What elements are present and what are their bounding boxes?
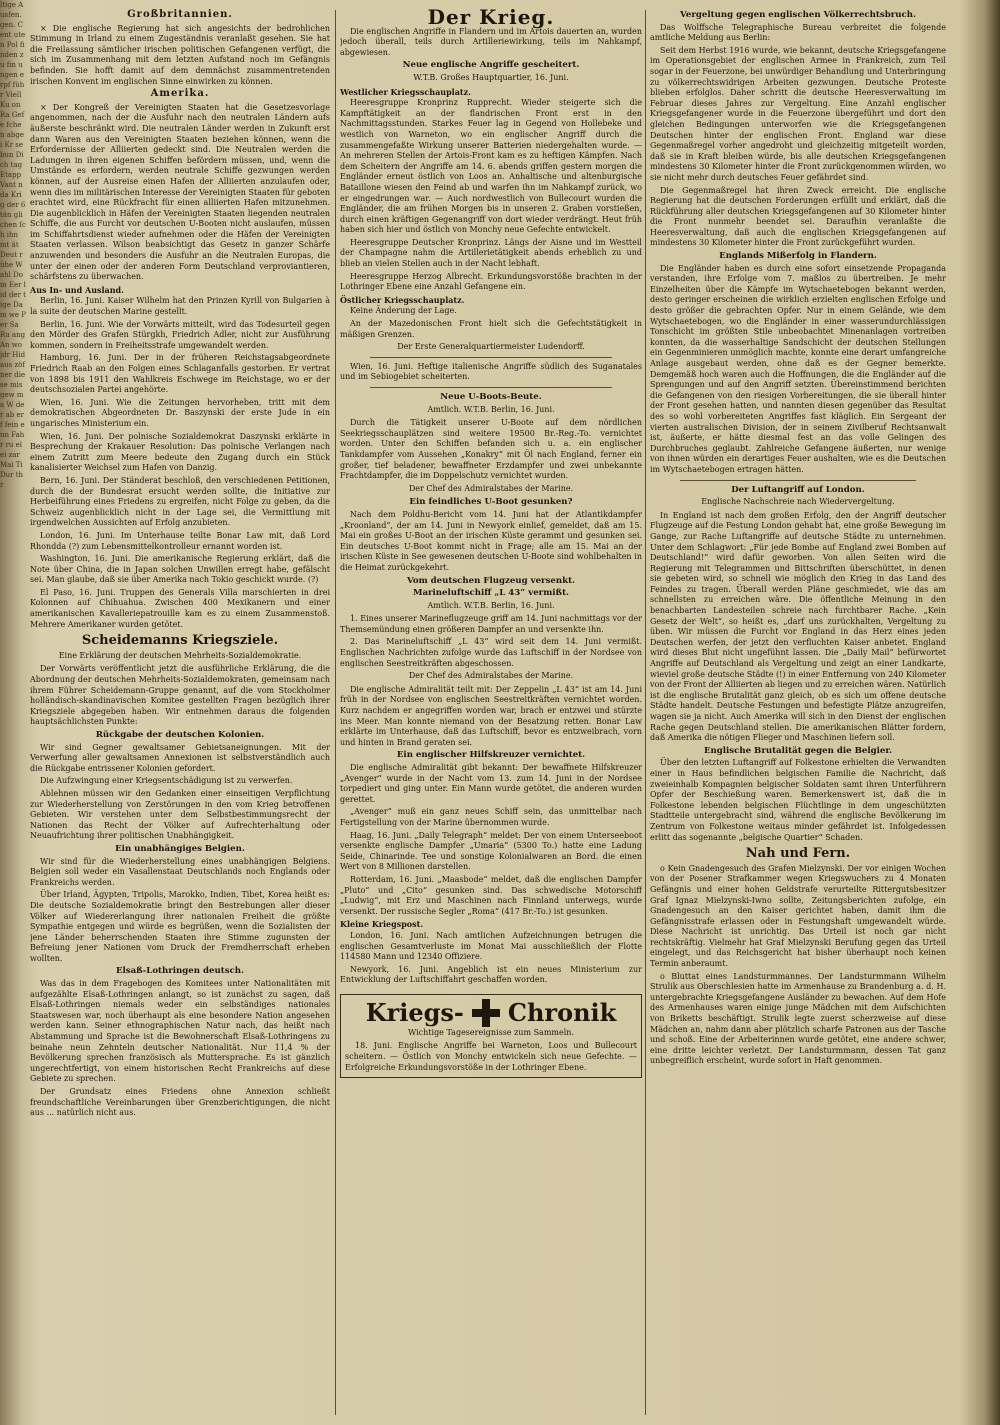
column-left	[30, 8, 330, 1418]
heading-flugzeug: Vom deutschen Flugzeug versenkt.	[406, 575, 576, 586]
article-paragraph: Die Gegenmaßregel hat ihren Zweck erreicht. Die englische Regierung hat die deutschen Forderungen erfüllt und erklärt, daß die Rückführung aller deutschen Kriegsgefangenen auf 30 Kilometer hinter die Front nunmehr beendet sei. Daraufhin veranlaßte die Heeresverwaltung, daß auch die englischen Kriegsgefangenen auf mindestens 30 Kilometer hinter die Front zurückgeführt wurden.	[650, 185, 946, 248]
column-rule	[645, 10, 646, 1415]
news-item: Wien, 16. Juni. Der polnische Sozialdemokrat Daszynski erklärte in Besprechung der Krakauer Resolution: Das polnische Verlangen nach einem Zutritt zum Meere bedeute den Zugang durch ein Stück kanalisierter Weichsel zum Hafen von Danzig.	[30, 431, 330, 473]
article-paragraph: „Avenger“ muß ein ganz neues Schiff sein, das unmittelbar nach Fertigstellung von der Marine übernommen wurde.	[340, 807, 642, 827]
divider	[370, 387, 612, 388]
article-paragraph: Wir sind Gegner gewaltsamer Gebietsaneignungen. Mit der Verwerfung aller gewaltsamen Annexionen ist selbstverständlich auch die Rückgabe entrissener Kolonien gefordert.	[30, 742, 330, 773]
heading-hilfskreuzer: Ein englischer Hilfskreuzer vernichtet.	[396, 750, 586, 761]
heading-in-und-ausland: Aus In- und Ausland.	[30, 284, 124, 295]
signature: Der Chef des Admiralstabes der Marine.	[408, 483, 574, 493]
heading-grossbritannien: Großbritannien.	[127, 9, 233, 20]
article-paragraph: London, 16. Juni. Nach amtlichen Aufzeichnungen betrugen die englischen Gesamtverluste im Monat Mai ausschließlich der Flotte 114580 Mann und 12340 Offiziere.	[340, 930, 642, 962]
kriegs-chronik-title	[345, 999, 637, 1027]
heading-elsass: Elsaß-Lothringen deutsch.	[115, 966, 245, 977]
article-paragraph: × Die englische Regierung hat sich angesichts der bedrohlichen Stimmung in Irland zu einem Zugeständnis veranlaßt gesehen. Sie hat die Freilassung sämtlicher irischen politischen Gefangenen verfügt, die sich im Zusammenhang mit dem letzten Aufstand noch im Gefängnis befinden. Sie hofft damit auf dem demnächst zusammentretenden irischen Konvent im englischen Sinne einwirken zu können.	[30, 23, 330, 86]
kriegs-chronik-box	[340, 994, 642, 1078]
article-paragraph: Die englischen Angriffe in Flandern und im Artois dauerten an, wurden jedoch überall, teils durch Artilleriewirkung, teils im Nahkampf, abgewiesen.	[340, 26, 642, 57]
adjacent-page-edge: ltige Ausfen. gen. Cent uten Pol finden zu fin ungen erpf führ Viell Ku on Ra Gefe fchen abge i Kr sebun Di ch tag Etapp Vant nda Krig der 6 tän gli chen ſch ihn mt ät Deut rühe Wahl Dom Eer lid der tige Dam we Per Sa Ru ang An wo jdr Hid aus zöf ner diese mis gew ma W der ab erf fein enn Fahr ru elei zar Mai Ti Dur thr	[0, 1, 26, 489]
article-paragraph: Heeresgruppe Kronprinz Rupprecht. Wieder steigerte sich die Kampftätigkeit an der flandrischen Front erst in den Nachmittagsstunden. Starkes Feuer lag in Gegend von Hollebeke und westlich von Warneton, wo ein englischer Angriff durch die zusammengefaßte Wirkung unserer Batterien niedergehalten wurde. — An mehreren Stellen der Artois-Front kam es zu heftigen Kämpfen. Nach dem Scheitern der Angriffe am 14. 6. abends griffen gestern morgen die Engländer erneut östlich von Loos an. Anhaltische und altenburgische Bataillone wiesen den Feind ab und warfen ihn im Nahkampf zurück, wo er eingedrungen war. — Auch nordwestlich von Bullecourt wurden die Engländer, die am frühen Morgen bis in unseren 2. Graben vorstießen, durch einen kräftigen Gegenangriff von dort wieder verdrängt. Heut früh haben sich hier und östlich von Monchy neue Gefechte entwickelt.	[340, 98, 642, 235]
article-paragraph: Wien, 16. Juni. Heftige italienische Angriffe südlich des Suganatales und im Sebiogebiet scheiterten.	[340, 361, 642, 382]
heading-vergeltung: Vergeltung gegen englischen Völkerrechtsbruch.	[680, 10, 916, 20]
subheading-scheidemann: Eine Erklärung der deutschen Mehrheits-Sozialdemokratie.	[58, 650, 302, 660]
article-paragraph: o Bluttat eines Landsturmmannes. Der Landsturmmann Wilhelm Strulik aus Oberschlesien hatte im Armenhause zu Brandenburg a. d. H. untergebrachte Kriegsgefangene Ausländer zu bewachen. Auf dem Hofe des Armenhauses waren einige junge Mädchen mit dem Aufschichten von Briketts beschäftigt. Strulik legte zuerst scherzweise auf diese Mädchen an, nahm dann aber plötzlich scharfe Patronen aus der Tasche und schoß. Eine der Arbeiterinnen wurde getötet, eine andere schwer, eine dritte leichter verletzt. Der Landsturmmann, dessen Tat ganz unbegreiflich erscheint, wurde sofort in Haft genommen.	[650, 971, 946, 1066]
article-paragraph: Über den letzten Luftangriff auf Folkestone erhielten die Verwandten einer in Haus befindlichen belgischen Familie die Nachricht, daß zweieinhalb Kompagnien belgischer Soldaten samt ihren Unterführern Opfer der Beschießung waren. Bemerkenswert ist, daß die in Folkestone lebenden belgischen Flüchtlinge in dem ungeschützten Stadtteile untergebracht sind, während die englische Bevölkerung im Zentrum von Folkestone weitaus minder gefährdet ist. Infolgedessen erlitt das sogenannte „belgische Quartier“ Schaden.	[650, 758, 946, 842]
article-paragraph: Heeresgruppe Herzog Albrecht. Erkundungsvorstöße brachten in der Lothringer Ebene eine Anzahl Gefangene ein.	[340, 271, 642, 292]
heading-scheidemann: Scheidemanns Kriegsziele.	[81, 633, 279, 649]
news-item: Hamburg, 16. Juni. Der in der früheren Reichstagsabgeordnete Friedrich Raab an den Folgen eines Schlaganfalls gestorben. Er vertrat von 1898 bis 1911 den Wahlkreis Eschwege im Reichstage, wo er der deutschsozialen Partei angehörte.	[30, 353, 330, 395]
chronik-entry: 18. Juni. Englische Angriffe bei Warneton, Loos und Bullecourt scheitern. — Östlich von Monchy entwickeln sich neue Gefechte. — Erfolgreiche Erkundungsvorstöße in der Lothringer Ebene.	[345, 1041, 637, 1072]
article-paragraph: Die Aufzwingung einer Kriegsentschädigung ist zu verwerfen.	[40, 776, 293, 786]
article-paragraph: Der Vorwärts veröffentlicht jetzt die ausführliche Erklärung, die die Abordnung der deutschen Mehrheits-Sozialdemokraten, gemeinsam nach ihrem Führer Scheidemann-Gruppe genannt, auf die vom Stockholmer holländisch-skandinavischen Komitee gestellten Fragen bezüglich ihrer Kriegsziele abgegeben haben. Wir entnehmen daraus die folgenden hauptsächlichsten Punkte:	[30, 664, 330, 727]
article-paragraph: Die englische Admiralität teilt mit: Der Zeppelin „L 43“ ist am 14. Juni früh in der Nordsee von englischen Seestreitkräften vernichtet worden. Kurz nachdem er angegriffen worden war, brach er entzwei und stürzte ins Meer. Man konnte niemand von der Besatzung retten. Bonar Law erklärte im Unterhause, daß das Luftschiff, bevor es entzweibrach, vorn und hinten in Brand geraten sei.	[340, 684, 642, 747]
news-item: Berlin, 16. Juni. Kaiser Wilhelm hat den Prinzen Kyrill von Bulgarien à la suite der deutschen Marine gestellt.	[30, 296, 330, 317]
dateline: W.T.B. Großes Hauptquartier, 16. Juni.	[413, 72, 569, 82]
article-paragraph: Über Irland, Ägypten, Tripolis, Marokko, Indien, Tibet, Korea heißt es: Die deutsche Sozialdemokratie bringt den Bestrebungen aller dieser Völker auf Wiedererlangung ihrer nationalen Freiheit die größte Sympathie entgegen und würde es begrüßen, wenn die Sozialisten der jene Länder beherrschenden Staaten ihre Stimme zugunsten der Befreiung jener Nationen vom Druck der Fremdherrschaft erheben wollten.	[30, 890, 330, 963]
heading-kleine-kriegspost: Kleine Kriegspost.	[340, 919, 424, 930]
article-paragraph: Wir sind für die Wiederherstellung eines unabhängigen Belgiens. Belgien soll weder ein Vasallenstaat Deutschlands noch Englands oder Frankreichs werden.	[30, 856, 330, 887]
article-paragraph: Durch die Tätigkeit unserer U-Boote auf dem nördlichen Seekriegsschauplätzen sind weitere 19500 Br.-Reg.-To. vernichtet worden. Unter den Schiffen befanden sich u. a. ein englischer Tankdampfer vom Aussehen „Konakry“ mit Öl nach England, ferner ein großer, tief beladener, bewaffneter Erzdampfer und zwei unbekannte Frachtdampfer, die im Doppelschutz vernichtet wurden.	[340, 418, 642, 481]
article-paragraph: Keine Änderung der Lage.	[350, 306, 457, 316]
divider	[370, 357, 612, 358]
heading-belgien: Ein unabhängiges Belgien.	[115, 843, 245, 854]
divider	[680, 480, 916, 481]
heading-kolonien: Rückgabe der deutschen Kolonien.	[95, 730, 265, 740]
chronik-title-right: Chronik	[507, 997, 617, 1027]
article-paragraph: An der Mazedonischen Front hielt sich die Gefechtstätigkeit in mäßigen Grenzen.	[340, 319, 642, 339]
article-paragraph: o Kein Gnadengesuch des Grafen Mielzynski. Der vor einigen Wochen von der Posener Strafkammer wegen Kriegswuchers zu 4 Monaten Gefängnis und einer hohen Geldstrafe verurteilte Rittergutsbesitzer Graf Ignaz Mielzynski-Iwno sollte, Zeitungsberichten zufolge, ein Gnadengesuch an den Kaiser gerichtet haben, damit ihm die Gefängnisstrafe erlassen oder in Festungshaft umgewandelt würde. Diese Nachricht ist unrichtig. Das Urteil ist noch gar nicht rechtskräftig. Vielmehr hat Graf Mielzynski Berufung gegen das Urteil eingelegt, und das Reichsgericht hat bisher überhaupt noch keinen Termin anberaumt.	[650, 863, 946, 969]
heading-l43: Marineluftschiff „L 43“ vermißt.	[412, 588, 570, 599]
article-paragraph: Das Wolffsche Telegraphische Bureau verbreitet die folgende amtliche Meldung aus Berlin:	[650, 22, 946, 43]
heading-amerika: Amerika.	[150, 88, 210, 100]
article-paragraph: Heeresgruppe Deutscher Kronprinz. Längs der Aisne und im Westteil der Champagne nahm die Artillerietätigkeit abends erheblich zu und blieb an vielen Stellen auch in der Nacht lebhaft.	[340, 237, 642, 269]
news-item: Washington, 16. Juni. Die amerikanische Regierung erklärt, daß die Note über China, die in Japan solchen Unwillen erregt habe, gefälscht sei. Man glaube, daß sie über Amerika nach Tokio geschickt wurde. (?)	[30, 554, 330, 585]
heading-luftangriff: Der Luftangriff auf London.	[731, 484, 865, 495]
news-item: Wien, 16. Juni. Wie die Zeitungen hervorheben, tritt mit dem demokratischen Abgeordneten Dr. Baszynski der erste Jude in ein ungarisches Ministerium ein.	[30, 397, 330, 428]
article-paragraph: Rotterdam, 16. Juni. „Maasbode“ meldet, daß die englischen Dampfer „Pluto“ und „Cito“ gesunken sind. Das schwedische Motorschiff „Ludwig“, mit Erz und Maschinen nach Finnland unterwegs, wurde versenkt. Der russische Segler „Roma“ (417 Br.-To.) ist gesunken.	[340, 874, 642, 916]
news-item: Bern, 16. Juni. Der Ständerat beschloß, den verschiedenen Petitionen, durch die der Bundesrat ersucht werden sollte, die Initiative zur Herbeiführung eines Friedens zu ergreifen, nicht Folge zu geben, da die Schweiz augenblicklich nicht in der Lage sei, die Vermittlung mit irgendwelchen Aussichten auf Erfolg anzubieten.	[30, 475, 330, 528]
headline-der-krieg: Der Krieg.	[427, 8, 555, 29]
article-paragraph: Die englische Admiralität gibt bekannt: Der bewaffnete Hilfskreuzer „Avenger“ wurde in der Nacht vom 13. zum 14. Juni in der Nordsee torpediert und ging unter. Ein Mann wurde getötet, die anderen wurden gerettet.	[340, 763, 642, 804]
article-paragraph: Ablehnen müssen wir den Gedanken einer einseitigen Verpflichtung zur Wiederherstellung von Zerstörungen in den vom Krieg betroffenen Gebieten. Wir verstehen unter dem Selbstbestimmungsrecht der Nationen das Recht der Völker auf Aufrechterhaltung oder Neuaufrichtung ihrer politischen Unabhängigkeit.	[30, 788, 330, 841]
column-middle	[340, 8, 642, 1418]
article-paragraph: Nach dem Poldhu-Bericht vom 14. Juni hat der Atlantikdampfer „Kroonland“, der am 14. Juni in Newyork einlief, gemeldet, daß am 15. Mai ein großes U-Boot an der irischen Küste gerammt und gesunken sei. Ein deutsches U-Boot kommt nicht in Frage; alle am 15. Mai an der irischen Küste in See gewesenen deutschen U-Boote sind wohlbehalten in die Heimat zurückgekehrt.	[340, 509, 642, 572]
article-paragraph: Was das in dem Fragebogen des Komitees unter Nationalitäten mit aufgezählte Elsaß-Lothringen anlangt, so ist zunächst zu sagen, daß Elsaß-Lothringen niemals weder ein selbständiges nationales Staatswesen war, noch überhaupt als eine besondere Nation angesehen werden kann. Seiner ethnographischen Natur nach, das heißt nach Abstammung und Sprache ist die Bewohnerschaft Elsaß-Lothringens zu beinahe neun Zehnteln deutscher Nationalität. Nur 11,4 % der Bevölkerung sprechen französisch als Muttersprache. Es ist gänzlich ungerechtfertigt, von einem historischen Recht Frankreichs auf diese Gebiete zu sprechen.	[30, 979, 330, 1084]
heading-misserfolg: Englands Mißerfolg in Flandern.	[719, 251, 877, 262]
heading-nah-und-fern: Nah und Fern.	[745, 846, 851, 862]
heading-oestlicher-kriegsschauplatz: Östlicher Kriegsschauplatz.	[340, 294, 465, 305]
article-paragraph: × Der Kongreß der Vereinigten Staaten hat die Gesetzesvorlage angenommen, nach der die Ausfuhr nach den neutralen Ländern aufs äußerste beschränkt wird. Die neutralen Länder werden in Zukunft erst dann Waren aus den Vereinigten Staaten beziehen können, wenn die Erfordernisse der Alliierten gedeckt sind. Die Neutralen werden die Ladungen in ihren eigenen Schiffen befördern müssen, und, wenn die Umstände es erfordern, werden neutrale Schiffe gezwungen werden können, auf der Ausreise einen Hafen der Alliierten anzulaufen oder, wenn dies im militärischen Interesse der Vereinigten Staaten für geboten erachtet wird, eine Rückfracht für einen alliierten Hafen mitzunehmen. Die augenblicklich in Häfen der Vereinigten Staaten liegenden neutralen Schiffe, die aus Furcht vor deutschen U-Booten nicht auslaufen, müssen im Schiffahrtsdienst wieder aufnehmen oder die Häfen der Vereinigten Staaten verlassen. Wilson beabsichtigt das Gesetz in ganzer Schärfe anzuwenden und besonders die Ausfuhr an die Neutralen Europas, die unter der einen oder der anderen Form Deutschland verproviantieren, schärfstens zu überwachen.	[30, 102, 330, 282]
article-paragraph: Die Engländer haben es durch eine sofort einsetzende Propaganda verstanden, ihre Erfolge vom 7. maßlos zu übertreiben. Je mehr Einzelheiten über die Kämpfe im Wytschaetebogen bekannt werden, desto geringer erscheinen die wirklich erzielten englischen Erfolge und desto größer die gebrachten Opfer. Nur in einem Gelände, wie dem Wytschaetebogen, wo die Engländer in einer wasserundurchlässigen Tonschicht im größten Stile unbeobachtet Minenanlagen vortreiben konnten, da die wasserhaltige Sandschicht der deutschen Stellungen ein Gegenminieren unmöglich machte, konnte eine derart umfangreiche Anlage ausgebaut werden, ohne daß es der Gegner bemerkte. Demgemäß hoch waren auch die Hoffnungen, die die Engländer auf die Sprengungen und auf den Angriff setzten. Übereinstimmend berichten die Gefangenen von den riesigen Vorbereitungen, die sie überall hinter der Front gesehen hatten, und nannten diesen gegenüber das Resultat des so wohl vorbereiteten Angriffes fast kläglich. Ein Sergeant der vierten australischen Division, der in seinem Zivilberuf Rechtsanwalt ist, äußerte, er hätte diesmal fest an das volle Gelingen des Durchbruches geglaubt. Zahlreiche Gefangene äußerten, nur wenige von ihnen würden ein derartiges Feuer aushalten, wie es die Deutschen im Wytschaetebogen ertragen hätten.	[650, 263, 946, 474]
article-paragraph: Newyork, 16. Juni. Angeblich ist ein neues Ministerium zur Entwicklung der Luftschiffahrt geschaffen worden.	[340, 964, 642, 985]
subheading-luftangriff: Englische Nachschreie nach Wiedervergeltung.	[701, 497, 895, 507]
column-right	[650, 8, 946, 1418]
heading-brutalitaet: Englische Brutalität gegen die Belgier.	[703, 745, 893, 756]
article-paragraph: Seit dem Herbst 1916 wurde, wie bekannt, deutsche Kriegsgefangene im Operationsgebiet der englischen Armee in Frankreich, zum Teil sogar in der Feuerzone, bei unwürdiger Behandlung und Unterbringung zu völkerrechtswidrigen Arbeiten gezwungen. Deutsche Proteste blieben erfolglos. Daher schritt die deutsche Heeresverwaltung im Februar dieses Jahres zur Vergeltung. Eine Anzahl englischer Kriegsgefangener wurde in die Feuerzone übergeführt und dort den gleichen Bedingungen unterworfen wie die Kriegsgefangenen Deutschen hinter der englischen Front. England war diese Gegenmaßregel vorher angedroht und gleichzeitig mitgeteilt worden, daß sie in Kraft bleiben würde, bis alle deutschen Kriegsgefangenen mindestens 30 Kilometer hinter die Front zurückgenommen würden, wo sie nicht mehr durch deutsches Feuer gefährdet sind.	[650, 45, 946, 182]
article-paragraph: 2. Das Marineluftschiff „L 43“ wird seit dem 14. Juni vermißt. Englischen Nachrichten zufolge wurde das Luftschiff in der Nordsee von englischen Seestreitkräften abgeschossen.	[340, 637, 642, 668]
heading-westlicher-kriegsschauplatz: Westlicher Kriegsschauplatz.	[340, 86, 471, 97]
iron-cross-icon	[472, 999, 500, 1027]
article-paragraph: Der Grundsatz eines Friedens ohne Annexion schließt freundschaftliche Vereinbarungen über Grenzberichtigungen, die nicht aus ... natürlich nicht aus.	[30, 1087, 330, 1118]
heading-u-boots-beute: Neue U-Boots-Beute.	[440, 392, 542, 402]
heading-neue-angriffe: Neue englische Angriffe gescheitert.	[402, 60, 580, 71]
chronik-title-left: Kriegs-	[365, 997, 464, 1027]
heading-feindliches-u-boot: Ein feindliches U-Boot gesunken?	[409, 497, 573, 508]
news-item: El Paso, 16. Juni. Truppen des Generals Villa marschierten in drei Kolonnen auf Chihuahua. Zwischen 400 Mexikanern und einer amerikanischen Kavalleriepatrouille kam es zu einem Zusammenstoß. Mehrere Amerikaner wurden getötet.	[30, 587, 330, 629]
article-paragraph: Haag, 16. Juni. „Daily Telegraph“ meldet: Der von einem Unterseeboot versenkte englische Dampfer „Umaria“ (5300 To.) hatte eine Ladung Seide, Chinarinde. Tee und sonstige Kolonialwaren an Bord. die einen Wert von 8 Millionen darstellen.	[340, 830, 642, 872]
dateline: Amtlich. W.T.B. Berlin, 16. Juni.	[427, 404, 555, 414]
dateline: Amtlich. W.T.B. Berlin, 16. Juni.	[427, 600, 555, 610]
column-rule	[335, 10, 336, 1415]
news-item: London, 16. Juni. Im Unterhause teilte Bonar Law mit, daß Lord Rhondda (?) zum Lebensmittelkontrolleur ernannt worden ist.	[30, 530, 330, 551]
article-paragraph: 1. Eines unserer Marineflugzeuge griff am 14. Juni nachmittags vor der Themsemündung einen größeren Dampfer an und versenkte ihn.	[340, 614, 642, 634]
chronik-subtitle: Wichtige Tagesereignisse zum Sammeln.	[408, 1027, 574, 1037]
article-paragraph: In England ist nach dem großen Erfolg, den der Angriff deutscher Flugzeuge auf die Festung London gehabt hat, eine große Bewegung im Gange, zur Rache Luftangriffe auf deutsche Städte zu unternehmen. Unter dem Schlagwort: „Für jede Bombe auf England zwei Bomben auf Deutschland!“ wird dafür geworben. Von allen Seiten wird die Regierung mit Telegrammen und Bittschriften überschüttet, in denen sie gebeten wird, so schnell wie möglich den Krieg in das Land des Feindes zu tragen. Überall werden Pläne geschmiedet, wie das am schnellsten zu erreichen wäre. Die öffentliche Meinung in den benachbarten Landesteilen schreie nach furchtbarer Rache. „Kein Gesetz der Welt“, so heißt es, „darf uns zurückhalten, Vergeltung zu üben. Wir müssen die Furcht vor England in das Herz eines jeden Deutschen werfen, der jetzt den verfluchten Kaiser anbetet. England wird dieses Blut nicht ungefühnt lassen. Die „Daily Mail“ befürwortet Angriffe auf Deutschland als Vergeltung und zeigt an einer Landkarte, wieviel große deutsche Städte (!) in einer Entfernung von 240 Kilometer von der Front der Alliierten ab liegen und zu erreichen wären. Natürlich ist die englische Brutalität ganz gleich, ob es sich um offene deutsche Städte handelt. Deutsche Festungen und befestigte Plätze anzugreifen, wagen sie ja nicht. Auch Amerika will sich in den Dienst der englischen Rache gegen Deutschland stellen. Die amerikanischen Blätter fordern, daß Amerika die nötigen Flieger und Maschinen liefern soll.	[650, 510, 946, 743]
signature: Der Chef des Admiralstabes der Marine.	[408, 671, 574, 681]
signature: Der Erste Generalquartiermeister Ludendorff.	[397, 342, 585, 352]
news-item: Berlin, 16. Juni. Wie der Vorwärts mitteilt, wird das Todesurteil gegen den Mörder des Grafen Stürgkh, Friedrich Adler, nicht zur Ausführung kommen, sondern in Freiheitsstrafe umgewandelt werden.	[30, 319, 330, 350]
